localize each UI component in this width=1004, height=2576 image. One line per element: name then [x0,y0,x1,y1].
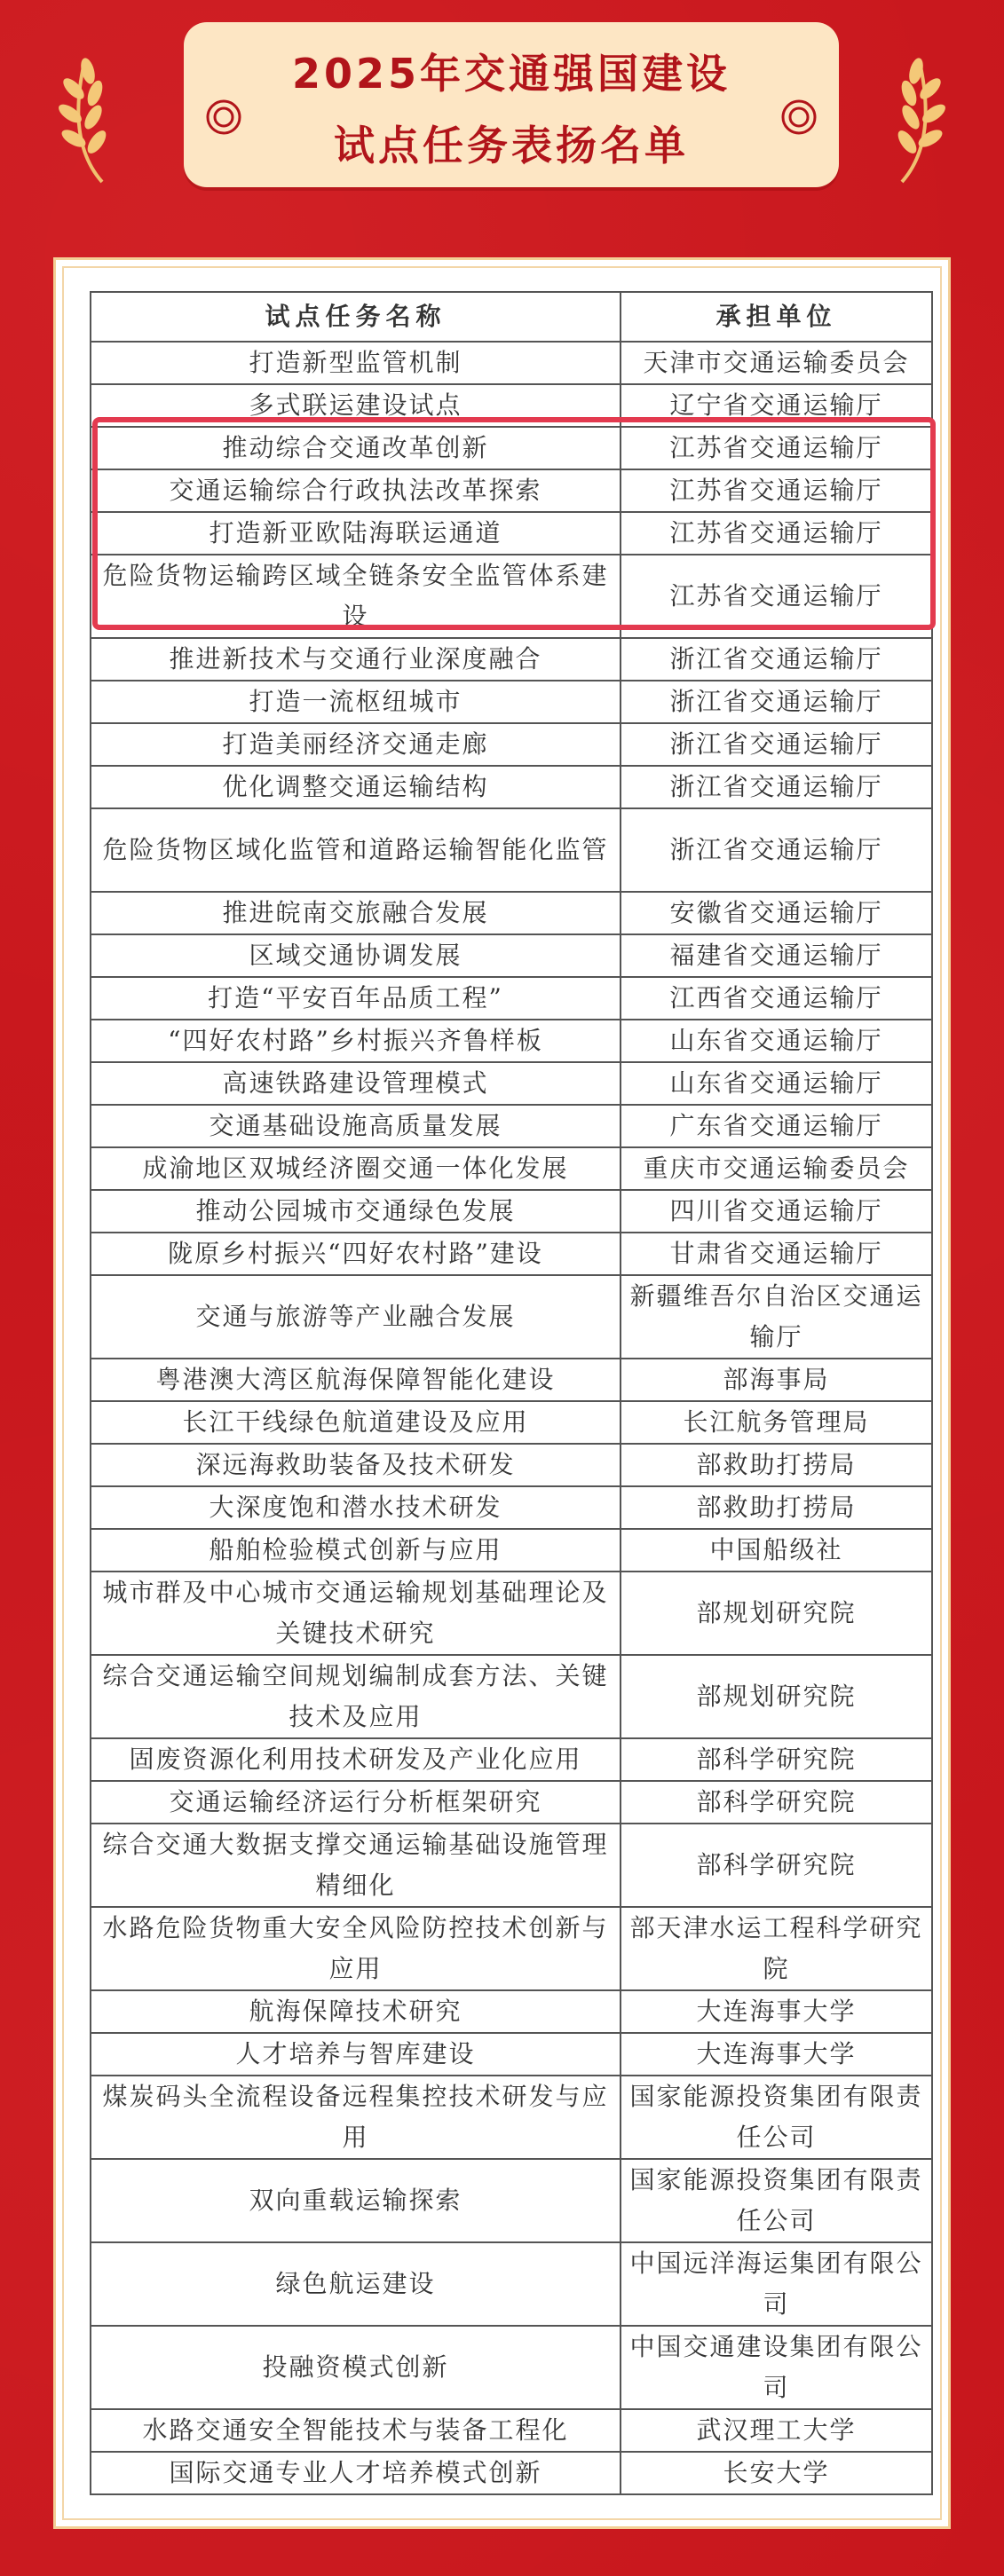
table-row [91,2076,932,2159]
task-name-cell: 交通与旅游等产业融合发展 [91,1275,621,1359]
table-row [91,427,932,469]
unit-cell: 新疆维吾尔自治区交通运输厅 [621,1275,932,1359]
task-name-cell: 区域交通协调发展 [91,934,621,977]
unit-cell: 大连海事大学 [621,2033,932,2076]
task-name-cell: 水路危险货物重大安全风险防控技术创新与应用 [91,1907,621,1990]
unit-cell: 浙江省交通运输厅 [621,681,932,723]
task-name-cell: 推进皖南交旅融合发展 [91,892,621,934]
unit-cell: 安徽省交通运输厅 [621,892,932,934]
task-name-cell: 推动公园城市交通绿色发展 [91,1190,621,1233]
unit-cell: 部科学研究院 [621,1781,932,1824]
task-name-cell: 投融资模式创新 [91,2326,621,2409]
table-row [91,1233,932,1275]
task-name-cell: 成渝地区双城经济圈交通一体化发展 [91,1147,621,1190]
table-row [91,1190,932,1233]
table-row [91,766,932,808]
task-name-cell: 打造美丽经济交通走廊 [91,723,621,766]
task-name-cell: 煤炭码头全流程设备远程集控技术研发与应用 [91,2076,621,2159]
unit-cell: 部救助打捞局 [621,1444,932,1486]
task-name-cell: 固废资源化利用技术研发及产业化应用 [91,1738,621,1781]
task-name-cell: 优化调整交通运输结构 [91,766,621,808]
unit-cell: 江苏省交通运输厅 [621,469,932,512]
unit-cell: 中国远洋海运集团有限公司 [621,2242,932,2326]
unit-cell: 四川省交通运输厅 [621,1190,932,1233]
unit-cell: 部海事局 [621,1359,932,1401]
table-row [91,384,932,427]
unit-cell: 福建省交通运输厅 [621,934,932,977]
title-line-2: 试点任务表扬名单 [334,122,689,169]
table-row [91,1359,932,1401]
wheat-laurel-icon [875,53,955,186]
task-name-cell: 城市群及中心城市交通运输规划基础理论及关键技术研究 [91,1572,621,1655]
task-name-cell: 多式联运建设试点 [91,384,621,427]
unit-cell: 部规划研究院 [621,1572,932,1655]
table-row [91,512,932,555]
table-row [91,1401,932,1444]
table-row [91,1572,932,1655]
table-row [91,2033,932,2076]
table-row [91,638,932,681]
unit-cell: 浙江省交通运输厅 [621,638,932,681]
task-name-cell: 推动综合交通改革创新 [91,427,621,469]
table-row [91,1655,932,1738]
task-name-cell: 双向重载运输探索 [91,2159,621,2242]
table-row [91,1147,932,1190]
table-row [91,2159,932,2242]
table-row [91,1824,932,1907]
table-row [91,892,932,934]
task-name-cell: 交通运输经济运行分析框架研究 [91,1781,621,1824]
task-name-cell: 打造一流枢纽城市 [91,681,621,723]
table-row [91,555,932,638]
unit-cell: 江苏省交通运输厅 [621,512,932,555]
unit-cell: 国家能源投资集团有限责任公司 [621,2076,932,2159]
unit-cell: 中国船级社 [621,1529,932,1572]
title-banner [184,22,839,187]
table-row [91,934,932,977]
wheat-laurel-icon [49,53,129,186]
table-row [91,1781,932,1824]
table-row [91,723,932,766]
unit-cell: 浙江省交通运输厅 [621,808,932,892]
task-name-cell: 航海保障技术研究 [91,1990,621,2033]
task-name-cell: 交通运输综合行政执法改革探索 [91,469,621,512]
unit-cell: 国家能源投资集团有限责任公司 [621,2159,932,2242]
table-row [91,1020,932,1062]
unit-cell: 武汉理工大学 [621,2409,932,2452]
task-name-cell: 水路交通安全智能技术与装备工程化 [91,2409,621,2452]
unit-cell: 部规划研究院 [621,1655,932,1738]
task-name-cell: 打造“平安百年品质工程” [91,977,621,1020]
unit-cell: 天津市交通运输委员会 [621,342,932,384]
task-name-cell: 深远海救助装备及技术研发 [91,1444,621,1486]
unit-cell: 辽宁省交通运输厅 [621,384,932,427]
task-name-cell: 打造新型监管机制 [91,342,621,384]
table-row [91,1275,932,1359]
table-row [91,1907,932,1990]
unit-cell: 大连海事大学 [621,1990,932,2033]
pilot-task-table [90,291,933,2495]
task-name-cell: 人才培养与智库建设 [91,2033,621,2076]
task-name-cell: 船舶检验模式创新与应用 [91,1529,621,1572]
unit-cell: 江苏省交通运输厅 [621,555,932,638]
table-row [91,808,932,892]
unit-cell: 长江航务管理局 [621,1401,932,1444]
task-name-cell: 综合交通大数据支撑交通运输基础设施管理精细化 [91,1824,621,1907]
task-name-cell: 危险货物运输跨区域全链条安全监管体系建设 [91,555,621,638]
unit-cell: 甘肃省交通运输厅 [621,1233,932,1275]
unit-cell: 山东省交通运输厅 [621,1020,932,1062]
table-row [91,2326,932,2409]
task-name-cell: 陇原乡村振兴“四好农村路”建设 [91,1233,621,1275]
ring-ornament-icon [780,98,818,136]
table-header-row [91,292,932,342]
task-name-cell: 大深度饱和潜水技术研发 [91,1486,621,1529]
unit-cell: 部科学研究院 [621,1824,932,1907]
table-row [91,1062,932,1105]
table-row [91,1529,932,1572]
task-name-cell: 交通基础设施高质量发展 [91,1105,621,1147]
task-name-cell: 高速铁路建设管理模式 [91,1062,621,1105]
unit-cell: 广东省交通运输厅 [621,1105,932,1147]
table-row [91,1444,932,1486]
table-row [91,1738,932,1781]
task-name-cell: 国际交通专业人才培养模式创新 [91,2452,621,2494]
table-row [91,681,932,723]
unit-cell: 江西省交通运输厅 [621,977,932,1020]
unit-cell: 浙江省交通运输厅 [621,723,932,766]
column-header-unit: 承担单位 [621,292,932,342]
table-row [91,2409,932,2452]
ring-ornament-icon [205,98,242,136]
table-row [91,2242,932,2326]
unit-cell: 部救助打捞局 [621,1486,932,1529]
unit-cell: 中国交通建设集团有限公司 [621,2326,932,2409]
task-name-cell: “四好农村路”乡村振兴齐鲁样板 [91,1020,621,1062]
unit-cell: 长安大学 [621,2452,932,2494]
table-row [91,1990,932,2033]
unit-cell: 江苏省交通运输厅 [621,427,932,469]
column-header-task: 试点任务名称 [91,292,621,342]
unit-cell: 重庆市交通运输委员会 [621,1147,932,1190]
table-row [91,2452,932,2494]
task-name-cell: 绿色航运建设 [91,2242,621,2326]
task-name-cell: 打造新亚欧陆海联运通道 [91,512,621,555]
table-body [91,342,932,2494]
table-row [91,977,932,1020]
unit-cell: 部天津水运工程科学研究院 [621,1907,932,1990]
task-name-cell: 长江干线绿色航道建设及应用 [91,1401,621,1444]
title-line-1: 2025年交通强国建设 [291,50,731,98]
table-row [91,1105,932,1147]
unit-cell: 部科学研究院 [621,1738,932,1781]
task-name-cell: 推进新技术与交通行业深度融合 [91,638,621,681]
table-row [91,1486,932,1529]
table-row [91,342,932,384]
task-name-cell: 危险货物区域化监管和道路运输智能化监管 [91,808,621,892]
task-name-cell: 综合交通运输空间规划编制成套方法、关键技术及应用 [91,1655,621,1738]
table-row [91,469,932,512]
unit-cell: 浙江省交通运输厅 [621,766,932,808]
task-name-cell: 粤港澳大湾区航海保障智能化建设 [91,1359,621,1401]
unit-cell: 山东省交通运输厅 [621,1062,932,1105]
